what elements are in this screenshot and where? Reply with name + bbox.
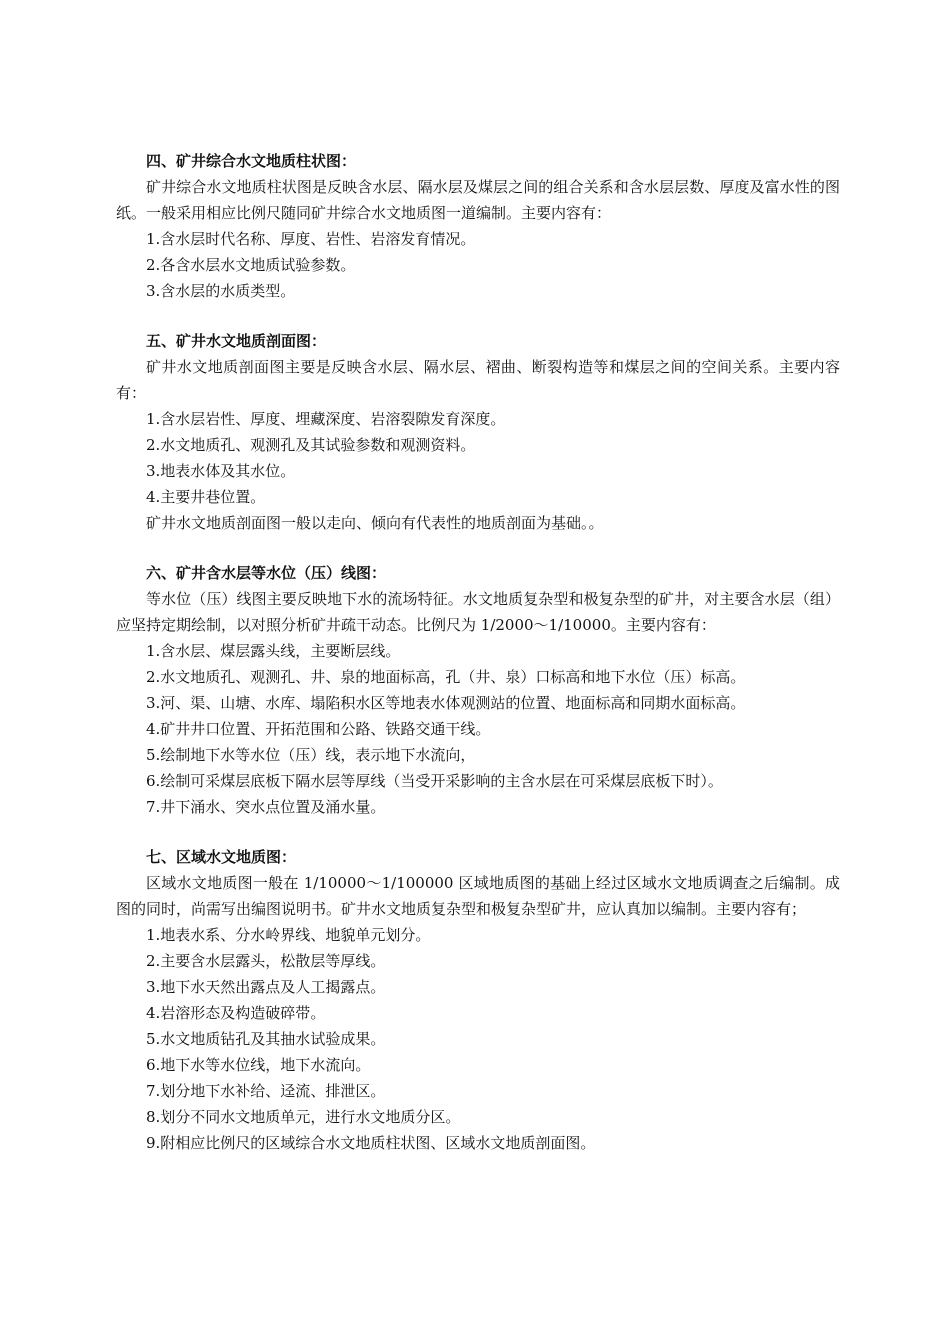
- list-item: 2.各含水层水文地质试验参数。: [146, 256, 356, 274]
- list-item: 2.水文地质孔、观测孔及其试验参数和观测资料。: [146, 436, 476, 454]
- list-item: 5.绘制地下水等水位（压）线，表示地下水流向，: [146, 746, 476, 764]
- list-item: 1.地表水系、分水岭界线、地貌单元划分。: [146, 926, 431, 944]
- list-item: 7.井下涌水、突水点位置及涌水量。: [146, 798, 386, 816]
- list-item: 2.主要含水层露头，松散层等厚线。: [146, 952, 386, 970]
- list-item: 3.地下水天然出露点及人工揭露点。: [146, 978, 386, 996]
- list-item: 4.岩溶形态及构造破碎带。: [146, 1004, 326, 1022]
- list-item: 3.地表水体及其水位。: [146, 462, 296, 480]
- list-item: 6.绘制可采煤层底板下隔水层等厚线（当受开采影响的主含水层在可采煤层底板下时）。: [146, 772, 723, 790]
- list-item: 3.含水层的水质类型。: [146, 282, 296, 300]
- section-outro: 矿井水文地质剖面图一般以走向、倾向有代表性的地质剖面为基础。。: [146, 514, 604, 532]
- section-regional-hydrogeological-map: [116, 844, 840, 1156]
- section-heading: 五、矿井水文地质剖面图：: [146, 332, 327, 350]
- section-intro: 区域水文地质图一般在 1/10000～1/100000 区域地质图的基础上经过区域水文地质调查之后编制。成图的同时，尚需写出编图说明书。矿井水文地质复杂型和极复杂型矿井，应认真加以编制。主要内容有；: [116, 874, 840, 918]
- section-intro: 等水位（压）线图主要反映地下水的流场特征。水文地质复杂型和极复杂型的矿井，对主要含水层（组）应坚持定期绘制，以对照分析矿井疏干动态。比例尺为 1/2000～1/10000。主要内容有：: [116, 590, 840, 634]
- section-heading: 六、矿井含水层等水位（压）线图：: [146, 564, 387, 582]
- section-hydrogeological-profile: [116, 328, 840, 536]
- list-item: 1.含水层、煤层露头线，主要断层线。: [146, 642, 401, 660]
- section-heading: 四、矿井综合水文地质柱状图：: [146, 152, 357, 170]
- section-comprehensive-column-chart: [116, 148, 840, 304]
- list-item: 9.附相应比例尺的区域综合水文地质柱状图、区域水文地质剖面图。: [146, 1134, 596, 1152]
- list-item: 4.主要井巷位置。: [146, 488, 266, 506]
- list-item: 6.地下水等水位线，地下水流向。: [146, 1056, 371, 1074]
- list-item: 3.河、渠、山塘、水库、塌陷积水区等地表水体观测站的位置、地面标高和同期水面标高。: [146, 694, 746, 712]
- list-item: 5.水文地质钻孔及其抽水试验成果。: [146, 1030, 386, 1048]
- list-item: 2.水文地质孔、观测孔、井、泉的地面标高，孔（井、泉）口标高和地下水位（压）标高。: [146, 668, 746, 686]
- list-item: 7.划分地下水补给、迳流、排泄区。: [146, 1082, 386, 1100]
- section-water-level-contour-map: [116, 560, 840, 820]
- document-page: [116, 148, 840, 1180]
- section-heading: 七、区域水文地质图：: [146, 848, 297, 866]
- section-intro: 矿井综合水文地质柱状图是反映含水层、隔水层及煤层之间的组合关系和含水层层数、厚度及富水性的图纸。一般采用相应比例尺随同矿井综合水文地质图一道编制。主要内容有：: [116, 178, 840, 222]
- list-item: 1.含水层岩性、厚度、埋藏深度、岩溶裂隙发育深度。: [146, 410, 506, 428]
- section-intro: 矿井水文地质剖面图主要是反映含水层、隔水层、褶曲、断裂构造等和煤层之间的空间关系。主要内容有：: [116, 358, 840, 402]
- list-item: 4.矿井井口位置、开拓范围和公路、铁路交通干线。: [146, 720, 491, 738]
- list-item: 8.划分不同水文地质单元，进行水文地质分区。: [146, 1108, 461, 1126]
- list-item: 1.含水层时代名称、厚度、岩性、岩溶发育情况。: [146, 230, 476, 248]
